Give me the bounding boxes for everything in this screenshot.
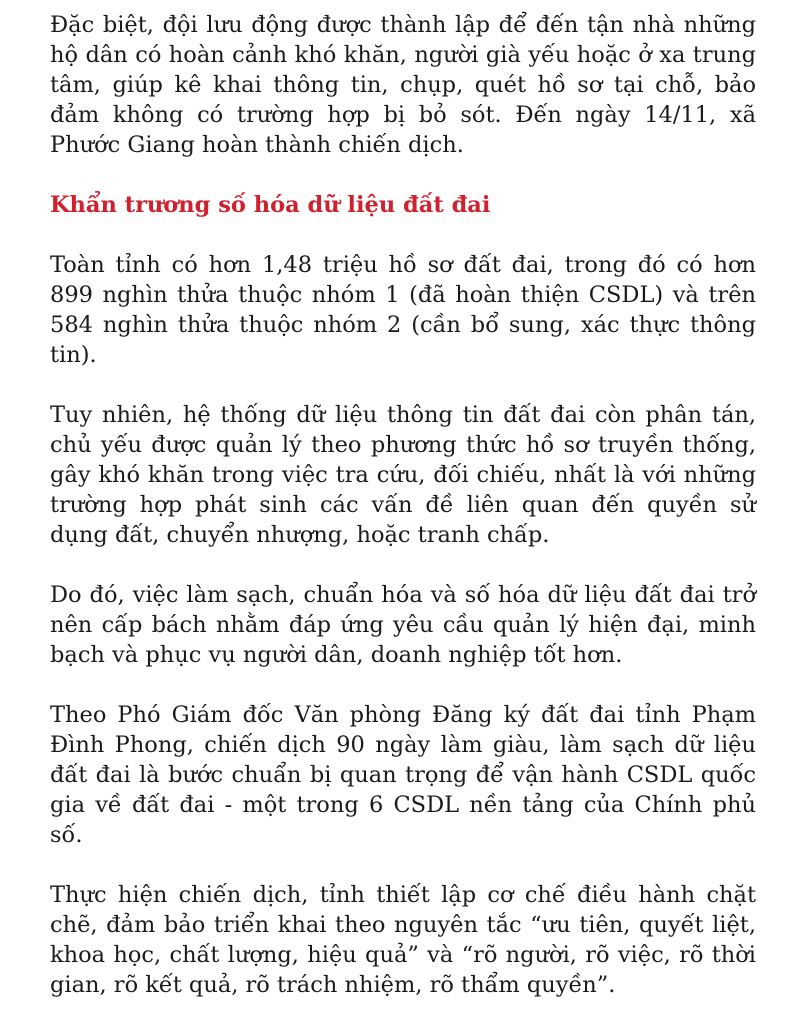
section-heading: Khẩn trương số hóa dữ liệu đất đai xyxy=(50,192,491,218)
intro-paragraph: Đặc biệt, đội lưu động được thành lập để đến tận nhà những hộ dân có hoàn cảnh khó khăn, người già yếu hoặc ở xa trung tâm, giúp kê khai thông tin, chụp, quét hồ sơ tại chỗ, bảo đảm không có trường hợp bị bỏ sót. Đến ngày 14/11, xã Phước Giang hoàn thành chiến dịch. xyxy=(50,12,756,158)
paragraph-implementation: Thực hiện chiến dịch, tỉnh thiết lập cơ chế điều hành chặt chẽ, đảm bảo triển khai theo nguyên tắc “ưu tiên, quyết liệt, khoa học, chất lượng, hiệu quả” và “rõ người, rõ việc, rõ thời gian, rõ kết quả, rõ trách nhiệm, rõ thẩm quyền”. xyxy=(50,882,756,998)
paragraph-deputy-director: Theo Phó Giám đốc Văn phòng Đăng ký đất đai tỉnh Phạm Đình Phong, chiến dịch 90 ngày làm giàu, làm sạch dữ liệu đất đai là bước chuẩn bị quan trọng để vận hành CSDL quốc gia về đất đai - một trong 6 CSDL nền tảng của Chính phủ số. xyxy=(50,702,756,848)
paragraph-land-records: Toàn tỉnh có hơn 1,48 triệu hồ sơ đất đai, trong đó có hơn 899 nghìn thửa thuộc nhóm 1 (đã hoàn thiện CSDL) và trên 584 nghìn thửa thuộc nhóm 2 (cần bổ sung, xác thực thông tin). xyxy=(50,252,756,368)
article-body xyxy=(50,10,756,1030)
paragraph-fragmented-data: Tuy nhiên, hệ thống dữ liệu thông tin đất đai còn phân tán, chủ yếu được quản lý theo phương thức hồ sơ truyền thống, gây khó khăn trong việc tra cứu, đối chiếu, nhất là với những trường hợp phát sinh các vấn đề liên quan đến quyền sử dụng đất, chuyển nhượng, hoặc tranh chấp. xyxy=(50,402,756,548)
paragraph-urgency: Do đó, việc làm sạch, chuẩn hóa và số hóa dữ liệu đất đai trở nên cấp bách nhằm đáp ứng yêu cầu quản lý hiện đại, minh bạch và phục vụ người dân, doanh nghiệp tốt hơn. xyxy=(50,582,756,668)
